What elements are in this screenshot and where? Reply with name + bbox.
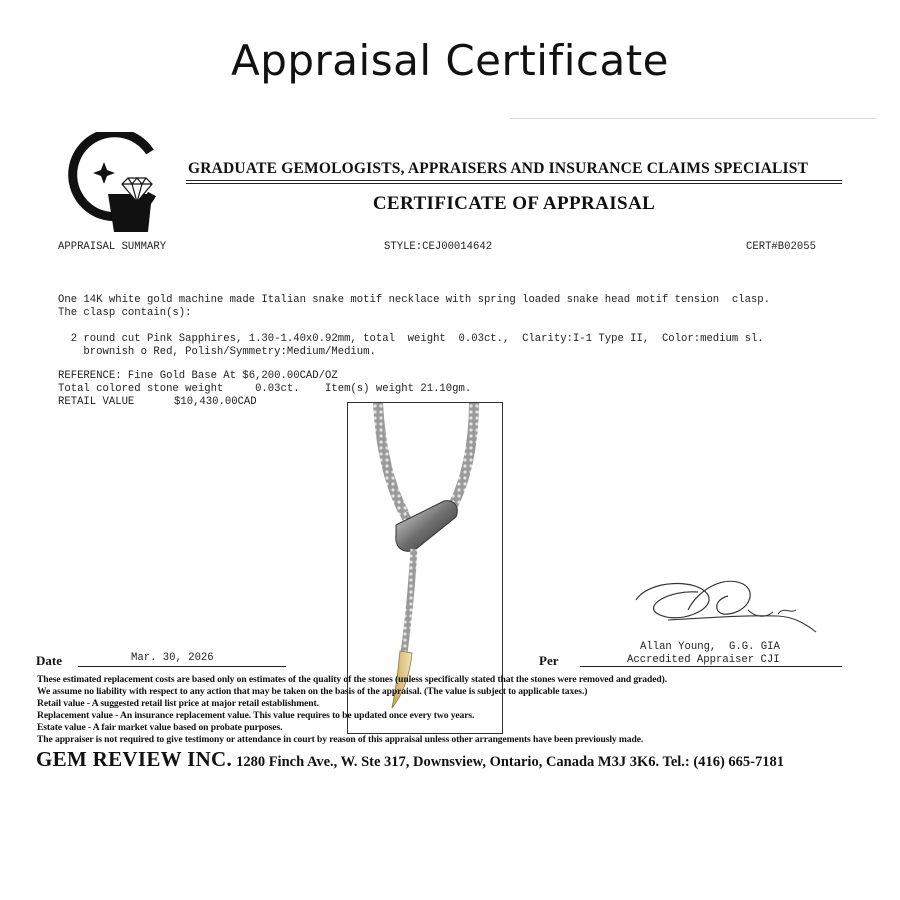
header-rule: [186, 180, 842, 181]
handwritten-signature: [628, 570, 828, 640]
top-divider: [510, 118, 876, 119]
stones-line: 2 round cut Pink Sapphires, 1.30-1.40x0.92mm, total weight 0.03ct., Clarity:I-1 Type II, Color:medium sl.: [58, 333, 764, 345]
retail-value-label: RETAIL VALUE: [58, 396, 135, 408]
stone-weight-line: Total colored stone weight 0.03ct. Item(s) weight 21.10gm.: [58, 383, 472, 395]
fine-print-line: These estimated replacement costs are based only on estimates of the quality of the stones (unless specifically stated that the stones were removed and graded).: [37, 674, 668, 685]
style-number: STYLE:CEJ00014642: [384, 241, 493, 253]
signature-underline: [580, 666, 842, 667]
footer: [36, 747, 784, 772]
fine-print-line: We assume no liability with respect to any action that may be taken on the basis of the appraisal. (The value is subject to applicable taxes.): [37, 686, 588, 697]
appraiser-name: Allan Young, G.G. GIA: [640, 641, 780, 653]
date-label: Date: [36, 653, 62, 668]
description-line: One 14K white gold machine made Italian snake motif necklace with spring loaded snake head motif tension clasp.: [58, 294, 771, 306]
certificate-number: CERT#B02055: [746, 241, 816, 253]
page-title: Appraisal Certificate: [230, 36, 670, 85]
company-address: 1280 Finch Ave., W. Ste 317, Downsview, Ontario, Canada M3J 3K6. Tel.: (416) 665-7181: [236, 754, 784, 770]
date-underline: [78, 666, 286, 667]
fine-print-line: Retail value - A suggested retail list price at major retail establishment.: [37, 698, 319, 709]
reference-line: REFERENCE: Fine Gold Base At $6,200.00CAD/OZ: [58, 370, 338, 382]
appraisal-summary-label: APPRAISAL SUMMARY: [58, 241, 167, 253]
company-name: GEM REVIEW INC.: [36, 747, 233, 771]
fine-print-line: Replacement value - An insurance replacement value. This value requires to be updated once every two years.: [37, 710, 475, 721]
stones-line: brownish o Red, Polish/Symmetry:Medium/Medium.: [58, 346, 376, 358]
organization-heading: GRADUATE GEMOLOGISTS, APPRAISERS AND INSURANCE CLAIMS SPECIALIST: [188, 160, 809, 177]
description-line: The clasp contain(s):: [58, 307, 192, 319]
appraiser-title: Accredited Appraiser CJI: [627, 654, 780, 666]
fine-print-line: The appraiser is not required to give testimony or attendance in court by reason of this appraisal unless other arrangements have been previously made.: [37, 734, 644, 745]
date-value: Mar. 30, 2026: [131, 652, 214, 664]
retail-value: $10,430.00CAD: [174, 396, 257, 408]
certificate-title: CERTIFICATE OF APPRAISAL: [372, 193, 656, 214]
gemologist-g-logo-icon: [64, 132, 164, 232]
header-rule: [186, 183, 842, 184]
per-label: Per: [539, 653, 559, 668]
fine-print-line: Estate value - A fair market value based on probate purposes.: [37, 722, 283, 733]
